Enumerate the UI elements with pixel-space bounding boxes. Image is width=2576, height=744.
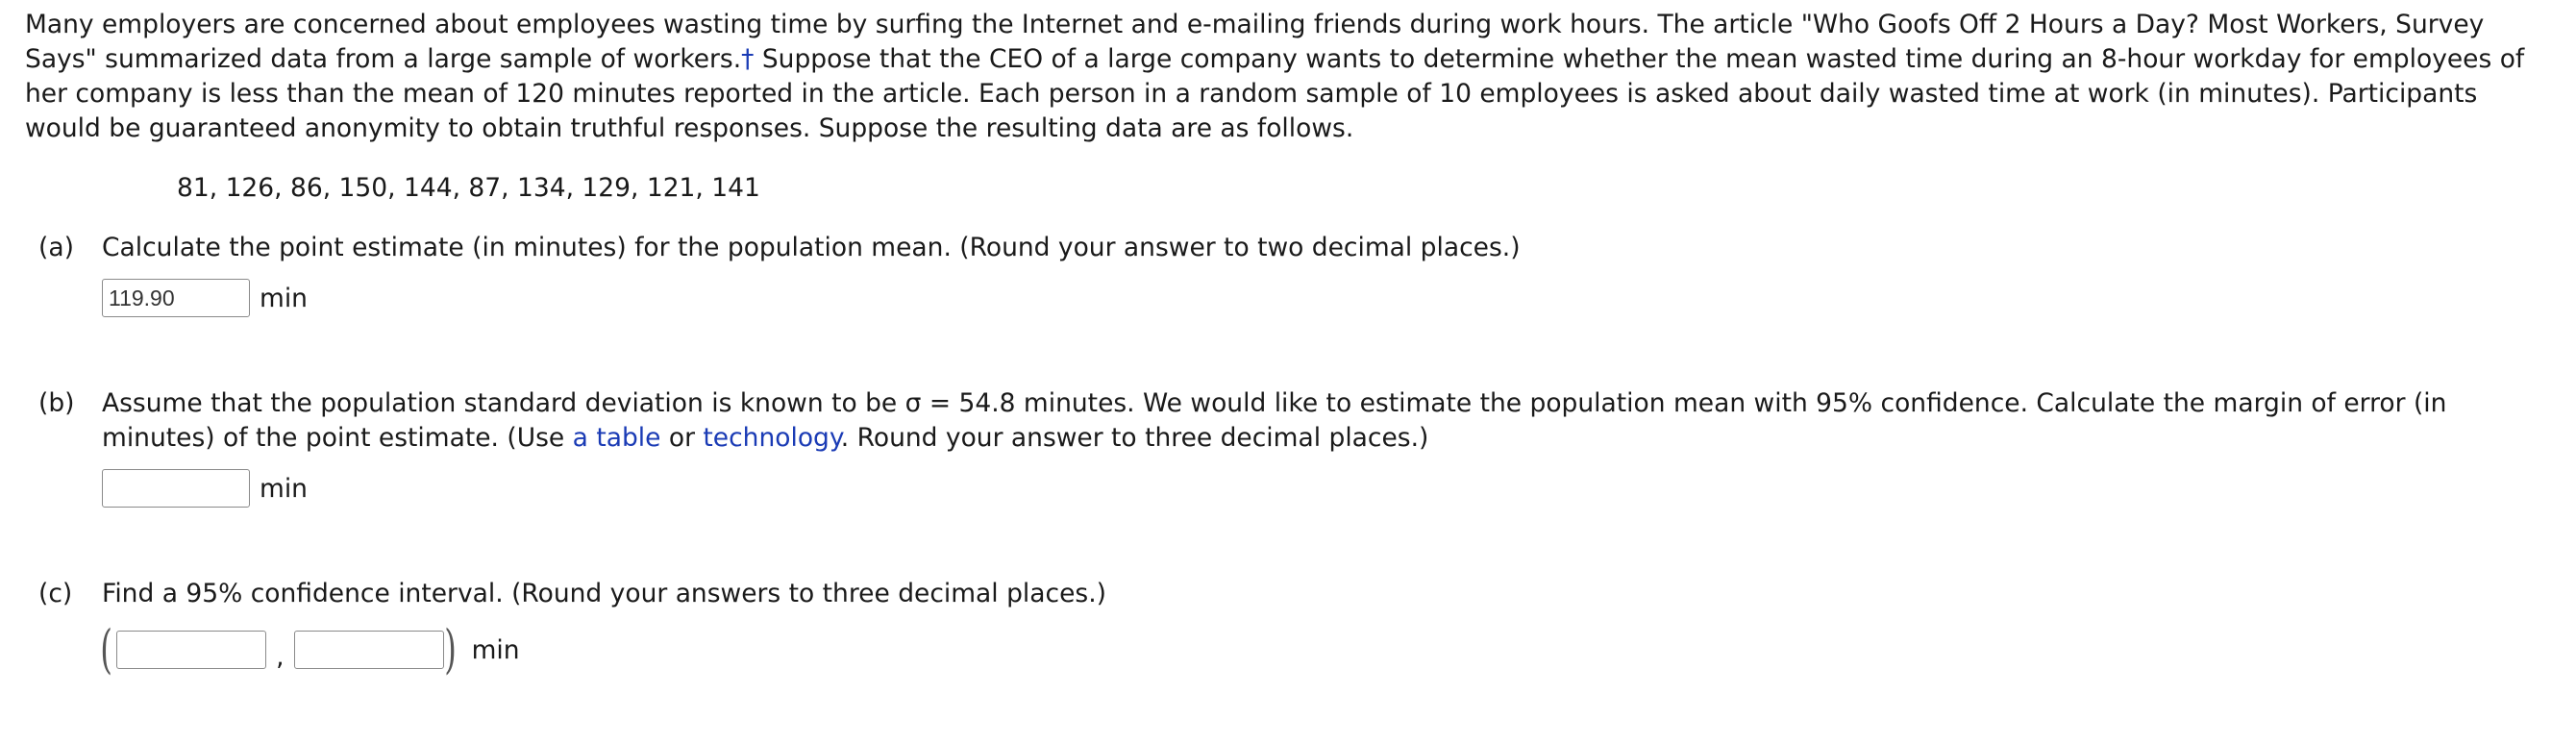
part-b-answer-input[interactable] [102, 469, 250, 508]
ci-upper-input[interactable] [294, 631, 444, 669]
part-a-answer-input[interactable] [102, 279, 250, 317]
intro-text-start: Many employers are concerned about employees wasting time by surfing the Internet and e-mailing friends during work hours. The article "Who Goofs Off 2 Hours a Day? Most Workers, Survey Says" summarized data from a large sample of workers. [25, 10, 2485, 74]
data-values: 81, 126, 86, 150, 144, 87, 134, 129, 121, 141 [177, 173, 760, 203]
part-b-question-start: Assume that the population standard deviation is known to be σ = 54.8 minutes. We would like to estimate the population mean with 95% confidence. Calculate the margin of error (in minutes) of the point estimate. (Use [102, 388, 2447, 453]
problem-intro [25, 8, 2553, 146]
part-c [25, 577, 2553, 679]
part-a-letter: (a) [38, 233, 74, 262]
part-b-unit: min [260, 473, 308, 504]
intro-text-end: Suppose that the CEO of a large company wants to determine whether the mean wasted time during an 8-hour workday for employees of her company is less than the mean of 120 minutes reported in the article. Each person in a random sample of 10 employees is asked about daily wasted time at work (in minutes). Participants would be guaranteed anonymity to obtain truthful responses. Suppose the resulting data are as follows. [25, 44, 2525, 143]
part-a-question: Calculate the point estimate (in minutes) for the population mean. (Round your answer to two decimal places.) [102, 233, 1521, 262]
footnote-dagger-link[interactable]: † [741, 44, 755, 74]
part-a [25, 231, 2553, 319]
part-a-unit: min [260, 283, 308, 313]
table-link[interactable]: a table [572, 423, 661, 453]
part-c-unit: min [471, 634, 520, 665]
confidence-interval-row [102, 621, 2553, 679]
part-a-answer-row [102, 277, 2553, 319]
technology-link[interactable]: technology [703, 423, 841, 453]
part-b-question-end: . Round your answer to three decimal places.) [840, 423, 1429, 453]
close-paren: ) [443, 619, 457, 680]
part-b-letter: (b) [38, 388, 75, 418]
part-c-question: Find a 95% confidence interval. (Round your answers to three decimal places.) [102, 579, 1106, 608]
part-b [25, 386, 2553, 509]
part-b-question [102, 386, 2563, 456]
part-b-answer-row [102, 467, 2553, 509]
ci-lower-input[interactable] [116, 631, 266, 669]
part-c-letter: (c) [38, 579, 73, 608]
ci-comma: , [276, 641, 285, 672]
open-paren: ( [100, 619, 112, 680]
part-b-question-or: or [660, 423, 704, 453]
